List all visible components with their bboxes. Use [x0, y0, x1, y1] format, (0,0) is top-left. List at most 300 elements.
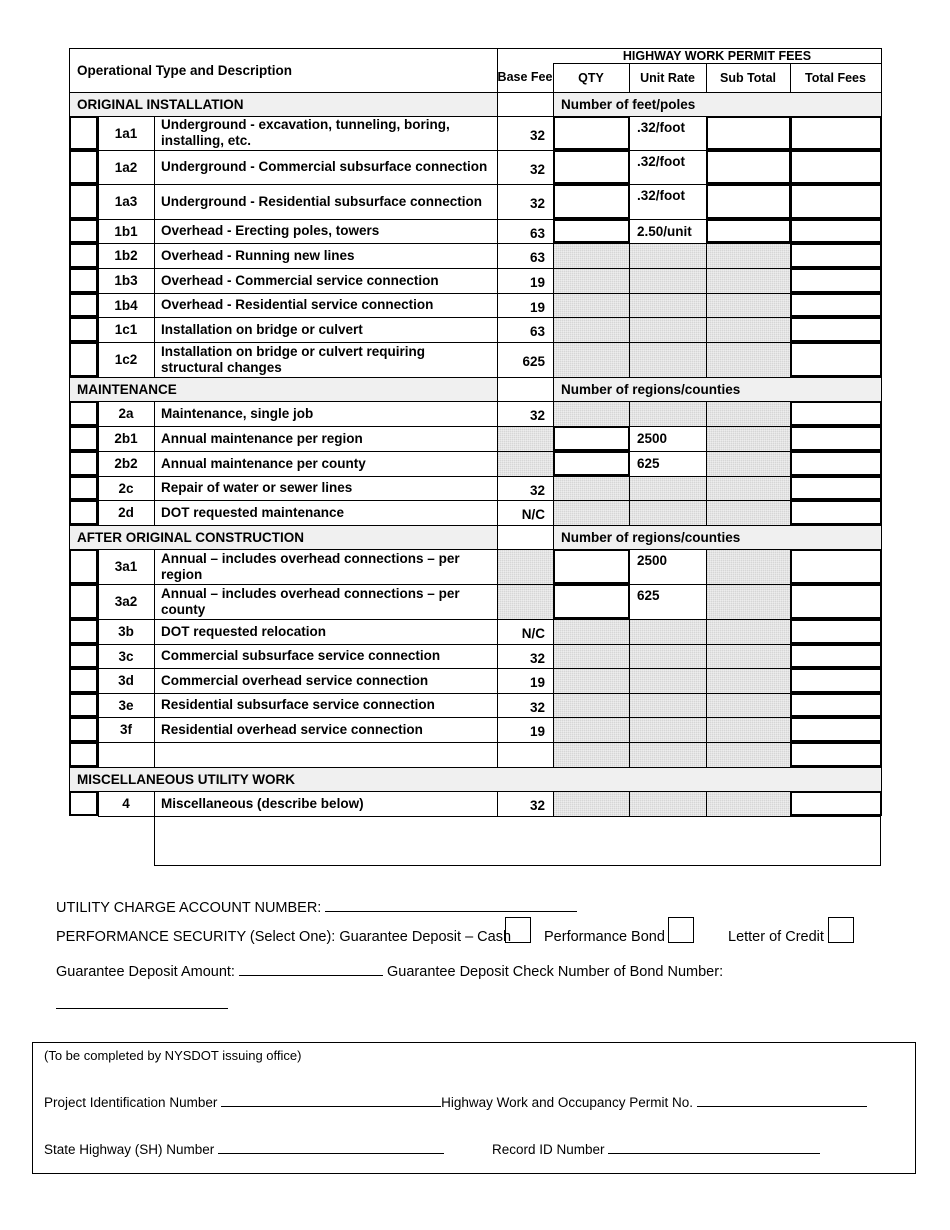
rule: [98, 549, 99, 584]
rule: [553, 184, 554, 219]
row-unit-rate: 625: [637, 456, 660, 471]
row-checkbox[interactable]: [69, 791, 98, 816]
rule: [98, 243, 99, 268]
row-description: Annual maintenance per county: [161, 455, 366, 471]
rule: [629, 476, 630, 500]
highway-fees-header: HIGHWAY WORK PERMIT FEES: [622, 48, 812, 63]
rule: [98, 693, 99, 717]
rule: [98, 791, 99, 816]
qty-input[interactable]: [553, 150, 630, 184]
row-checkbox[interactable]: [69, 451, 98, 476]
subtotal-input[interactable]: [706, 219, 791, 243]
row-checkbox[interactable]: [69, 243, 98, 268]
sub-total-header: Sub Total: [719, 70, 776, 85]
row-base-fee: 32: [529, 161, 545, 177]
rule: [98, 717, 553, 718]
rule: [154, 791, 155, 816]
total-fees-input[interactable]: [790, 619, 882, 644]
row-checkbox[interactable]: [69, 584, 98, 619]
row-checkbox[interactable]: [69, 549, 98, 584]
row-code: 3c: [118, 648, 134, 664]
total-fees-input[interactable]: [790, 451, 882, 476]
check-number-field[interactable]: [56, 1008, 228, 1009]
rule: [706, 317, 707, 342]
rule: [706, 742, 707, 767]
rule: [154, 693, 155, 717]
rule: [553, 584, 790, 585]
rule: [553, 549, 554, 584]
rule: [69, 525, 881, 526]
rule: [98, 476, 99, 500]
total-fees-input[interactable]: [790, 791, 882, 816]
rule: [553, 717, 790, 718]
shaded-cell: [553, 317, 790, 342]
rule: [553, 377, 554, 401]
rule: [553, 742, 790, 743]
rule: [629, 342, 630, 377]
rule: [553, 549, 790, 550]
rule: [154, 184, 155, 219]
security-cash-label: PERFORMANCE SECURITY (Select One): Guarantee Deposit – Cash: [56, 929, 512, 945]
row-base-fee: 19: [529, 675, 545, 690]
rule: [629, 693, 630, 717]
rule: [154, 150, 155, 184]
rule: [706, 116, 707, 150]
total-fees-input[interactable]: [790, 268, 882, 293]
rule: [98, 268, 553, 269]
shaded-cell: [553, 693, 790, 717]
shaded-cell: [553, 243, 790, 268]
rule: [553, 668, 790, 669]
rule: [553, 219, 790, 220]
rule: [629, 668, 630, 693]
rule: [98, 451, 553, 452]
subtotal-input[interactable]: [706, 150, 791, 184]
rule: [553, 268, 554, 293]
rule: [553, 116, 554, 150]
shaded-cell: [553, 476, 790, 500]
row-description: Underground - Residential subsurface connection: [161, 193, 483, 209]
total-fees-input[interactable]: [790, 549, 882, 584]
rule: [497, 584, 498, 619]
performance-bond-label: Performance Bond: [544, 929, 665, 945]
qty-input[interactable]: [553, 549, 630, 584]
rule: [497, 742, 498, 767]
rule: [497, 791, 498, 816]
rule: [553, 693, 554, 717]
shaded-cell: [706, 426, 790, 451]
shaded-cell: [553, 619, 790, 644]
rule: [553, 500, 790, 501]
rule: [497, 525, 498, 549]
rule: [154, 451, 155, 476]
row-checkbox[interactable]: [69, 426, 98, 451]
subtotal-input[interactable]: [706, 116, 791, 150]
office-note: (To be completed by NYSDOT issuing office): [44, 1048, 302, 1063]
row-code: 1b3: [114, 273, 138, 288]
rule: [553, 293, 554, 317]
letter-of-credit-checkbox[interactable]: [828, 917, 854, 943]
row-description: Annual – includes overhead connections – per region: [161, 550, 460, 582]
qty-input[interactable]: [553, 116, 630, 150]
row-unit-rate: 2.50/unit: [637, 223, 692, 239]
rule: [553, 116, 790, 117]
rule: [629, 401, 630, 426]
rule: [553, 668, 554, 693]
section-title-original: ORIGINAL INSTALLATION: [77, 96, 244, 112]
section-subtitle-original: Number of feet/poles: [561, 96, 696, 112]
rule: [98, 184, 553, 185]
shaded-cell: [706, 549, 790, 584]
row-code: 2c: [118, 480, 134, 496]
row-description: Installation on bridge or culvert requiring structural changes: [161, 343, 426, 375]
rule: [706, 219, 707, 243]
rule: [98, 500, 553, 501]
rule: [98, 476, 553, 477]
row-checkbox[interactable]: [69, 668, 98, 693]
rule: [98, 742, 553, 743]
total-fees-input[interactable]: [790, 584, 882, 619]
row-code: 1b4: [114, 297, 138, 313]
rule: [98, 426, 99, 451]
shaded-cell: [706, 584, 790, 619]
rule: [98, 426, 553, 427]
rule: [98, 584, 553, 585]
row-checkbox[interactable]: [69, 619, 98, 644]
rule: [98, 693, 553, 694]
rule: [98, 342, 553, 343]
rule: [706, 451, 707, 476]
qty-input[interactable]: [553, 184, 630, 219]
row-base-fee: 19: [529, 299, 545, 315]
rule: [706, 243, 707, 268]
shaded-cell: [553, 293, 790, 317]
performance-bond-checkbox[interactable]: [668, 917, 694, 943]
rule: [497, 451, 498, 476]
row-unit-rate: .32/foot: [637, 119, 686, 135]
rule: [553, 342, 790, 343]
rule: [706, 476, 707, 500]
letter-of-credit-label: Letter of Credit: [728, 929, 824, 945]
row-base-fee: 32: [529, 482, 545, 498]
record-row: [492, 1140, 820, 1157]
rule: [706, 549, 707, 584]
total-fees-input[interactable]: [790, 426, 882, 451]
rule: [497, 668, 498, 693]
rule: [497, 644, 498, 668]
row-code: 1b1: [114, 223, 138, 239]
rule: [98, 116, 99, 150]
rule: [98, 500, 99, 525]
shaded-cell: [553, 500, 790, 525]
rule: [98, 644, 553, 645]
row-description: Annual maintenance per region: [161, 430, 363, 446]
rule: [98, 293, 99, 317]
rule: [553, 342, 554, 377]
rule: [553, 63, 881, 64]
sh-label: State Highway (SH) Number: [44, 1142, 215, 1157]
row-unit-rate: .32/foot: [637, 153, 686, 169]
row-unit-rate: 2500: [637, 552, 668, 568]
row-checkbox[interactable]: [69, 401, 98, 426]
rule: [98, 219, 553, 220]
rule: [706, 268, 707, 293]
row-code: 2d: [118, 505, 134, 520]
rule: [154, 619, 155, 644]
qty-input[interactable]: [553, 219, 630, 243]
rule: [629, 426, 630, 451]
row-code: 2a: [118, 406, 134, 421]
row-checkbox[interactable]: [69, 150, 98, 184]
row-checkbox[interactable]: [69, 293, 98, 317]
rule: [553, 219, 554, 243]
rule: [98, 317, 99, 342]
row-checkbox[interactable]: [69, 742, 98, 767]
row-code: 3b: [118, 624, 134, 639]
row-base-fee: N/C: [521, 507, 545, 522]
rule: [98, 742, 99, 767]
shaded-cell: [497, 584, 553, 619]
qty-input[interactable]: [553, 426, 630, 451]
row-unit-rate: .32/foot: [637, 187, 686, 203]
rule: [706, 644, 707, 668]
rule: [629, 500, 630, 525]
total-fees-input[interactable]: [790, 293, 882, 317]
rule: [629, 293, 630, 317]
subtotal-input[interactable]: [706, 184, 791, 219]
shaded-cell: [553, 742, 790, 767]
operational-type-header: Operational Type and Description: [77, 62, 293, 78]
rule: [706, 342, 707, 377]
rule: [69, 767, 70, 791]
record-field[interactable]: [608, 1140, 820, 1154]
total-fees-input[interactable]: [790, 219, 882, 243]
row-code: 2b2: [114, 456, 138, 471]
row-code: 1b2: [114, 248, 138, 263]
rule: [553, 742, 554, 767]
shaded-cell: [553, 342, 790, 377]
row-checkbox[interactable]: [69, 317, 98, 342]
rule: [553, 268, 790, 269]
unit-rate-header: Unit Rate: [640, 70, 695, 85]
rule: [706, 693, 707, 717]
pin-label: Project Identification Number: [44, 1095, 218, 1110]
rule: [69, 525, 70, 549]
rule: [98, 619, 553, 620]
row-checkbox[interactable]: [69, 693, 98, 717]
rule: [553, 476, 790, 477]
section-title-after: AFTER ORIGINAL CONSTRUCTION: [77, 529, 304, 545]
row-code: 3e: [118, 697, 134, 713]
rule: [706, 668, 707, 693]
row-checkbox[interactable]: [69, 219, 98, 243]
section-title-maintenance: MAINTENANCE: [77, 381, 177, 397]
rule: [881, 377, 882, 401]
rule: [497, 717, 498, 742]
deposit-row: [56, 961, 723, 980]
rule: [497, 549, 498, 584]
rule: [98, 668, 99, 693]
row-description: Underground - excavation, tunneling, boring, installing, etc.: [161, 117, 450, 148]
row-description: Residential subsurface service connection: [161, 697, 435, 712]
row-checkbox[interactable]: [69, 644, 98, 668]
row-checkbox[interactable]: [69, 116, 98, 150]
rule: [553, 717, 554, 742]
row-base-fee: 32: [529, 798, 545, 813]
rule: [553, 525, 554, 549]
sh-field[interactable]: [218, 1140, 444, 1154]
row-description: Repair of water or sewer lines: [161, 480, 353, 495]
rule: [497, 268, 498, 293]
rule: [553, 150, 554, 184]
row-checkbox[interactable]: [69, 500, 98, 525]
section-subtitle-after: Number of regions/counties: [561, 529, 741, 545]
rule: [629, 717, 630, 742]
row-base-fee: 19: [529, 275, 545, 290]
rule: [629, 63, 630, 92]
row-code: 1a3: [114, 194, 138, 209]
rule: [629, 742, 630, 767]
rule: [629, 243, 630, 268]
total-fees-input[interactable]: [790, 342, 882, 377]
rule: [497, 243, 498, 268]
rule: [98, 619, 99, 644]
rule: [497, 150, 498, 184]
row-checkbox[interactable]: [69, 717, 98, 742]
qty-input[interactable]: [553, 584, 630, 619]
rule: [98, 401, 99, 426]
rule: [629, 268, 630, 293]
shaded-cell: [553, 717, 790, 742]
rule: [497, 500, 498, 525]
row-checkbox[interactable]: [69, 268, 98, 293]
rule: [553, 63, 554, 92]
row-base-fee: 63: [529, 250, 545, 265]
rule: [154, 401, 155, 426]
total-fees-input[interactable]: [790, 401, 882, 426]
row-base-fee: 19: [529, 724, 545, 739]
rule: [154, 219, 155, 243]
row-base-fee: 63: [529, 324, 545, 339]
total-fees-input[interactable]: [790, 717, 882, 742]
rule: [69, 377, 70, 401]
rule: [98, 401, 553, 402]
rule: [629, 150, 630, 184]
rule: [98, 317, 553, 318]
rule: [497, 401, 498, 426]
total-fees-input[interactable]: [790, 476, 882, 500]
section-blank: [497, 92, 553, 116]
rule: [629, 219, 630, 243]
rule: [497, 476, 498, 500]
rule: [497, 426, 498, 451]
rule: [497, 317, 498, 342]
rule: [154, 742, 155, 767]
total-fees-input[interactable]: [790, 693, 882, 717]
rule: [98, 717, 99, 742]
row-description: Residential overhead service connection: [161, 721, 423, 737]
rule: [98, 219, 99, 243]
account-number-field[interactable]: [325, 897, 577, 912]
total-fees-input[interactable]: [790, 668, 882, 693]
sh-row: [44, 1140, 444, 1157]
rule: [154, 500, 155, 525]
rule: [98, 791, 553, 792]
shaded-cell: [497, 426, 553, 451]
row-base-fee: 63: [529, 225, 545, 241]
rule: [881, 767, 882, 791]
row-description: Commercial overhead service connection: [161, 672, 429, 688]
rule: [98, 116, 553, 117]
rule: [881, 525, 882, 549]
total-fees-input[interactable]: [790, 500, 882, 525]
rule: [881, 48, 882, 92]
row-code: 3a2: [114, 594, 138, 609]
rule: [98, 342, 99, 377]
total-fees-input[interactable]: [790, 644, 882, 668]
rule: [69, 92, 70, 116]
section-blank: [497, 377, 553, 401]
section-blank: [497, 525, 553, 549]
rule: [553, 791, 554, 816]
rule: [629, 184, 630, 219]
rule: [706, 184, 707, 219]
row-base-fee: 32: [529, 196, 545, 211]
rule: [553, 451, 554, 476]
rule: [497, 619, 498, 644]
row-description: Annual – includes overhead connections – per county: [161, 585, 460, 617]
rule: [553, 293, 790, 294]
total-fees-input[interactable]: [790, 742, 882, 767]
rule: [98, 268, 99, 293]
rule: [69, 767, 881, 768]
rule: [98, 150, 553, 151]
total-fees-input[interactable]: [790, 243, 882, 268]
row-checkbox[interactable]: [69, 476, 98, 500]
total-fees-input[interactable]: [790, 317, 882, 342]
row-checkbox[interactable]: [69, 184, 98, 219]
permit-field[interactable]: [697, 1093, 867, 1107]
rule: [69, 48, 881, 49]
rule: [154, 342, 155, 377]
pin-field[interactable]: [221, 1093, 441, 1107]
row-base-fee: 32: [529, 650, 545, 666]
rule: [553, 476, 554, 500]
rule: [553, 150, 790, 151]
total-fees-input[interactable]: [790, 150, 882, 184]
cash-checkbox[interactable]: [505, 917, 531, 943]
rule: [553, 317, 554, 342]
row-checkbox[interactable]: [69, 342, 98, 377]
rule: [98, 293, 553, 294]
rule: [553, 184, 790, 185]
rule: [553, 791, 790, 792]
rule: [553, 243, 554, 268]
base-fee-header: Base Fee: [497, 70, 553, 84]
total-fees-input[interactable]: [790, 184, 882, 219]
shaded-cell: [553, 401, 790, 426]
misc-description-box[interactable]: [154, 816, 881, 866]
deposit-amount-field[interactable]: [239, 961, 383, 976]
rule: [629, 619, 630, 644]
total-fees-input[interactable]: [790, 116, 882, 150]
rule: [706, 401, 707, 426]
rule: [629, 116, 630, 150]
qty-input[interactable]: [553, 451, 630, 476]
row-description: Commercial subsurface service connection: [161, 648, 441, 663]
shaded-cell: [553, 644, 790, 668]
row-code: 2b1: [114, 431, 138, 446]
